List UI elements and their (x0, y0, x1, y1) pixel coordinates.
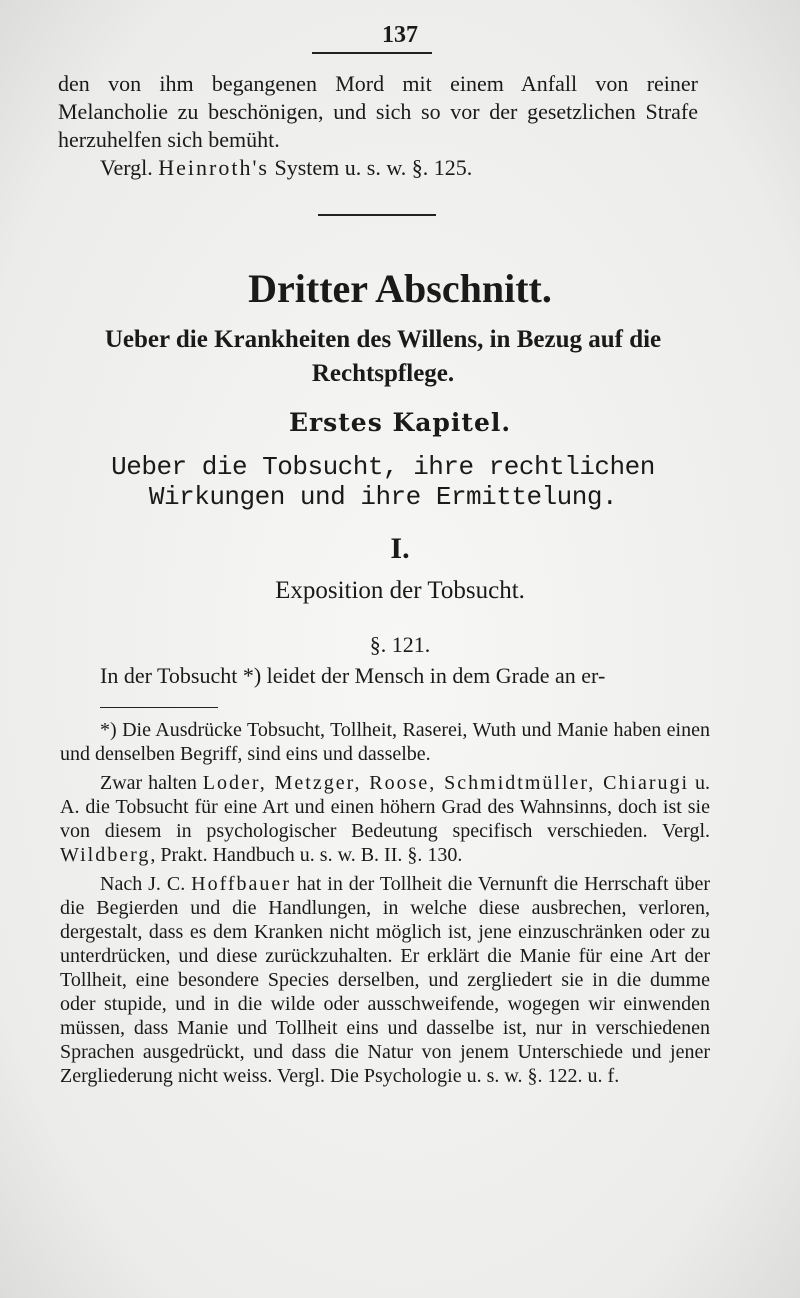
reference-suffix: System u. s. w. §. 125. (269, 155, 473, 180)
continuation-paragraph (58, 70, 698, 182)
footnote-cited-name: Wildberg (60, 844, 151, 866)
header-rule (312, 52, 432, 54)
footnote-text: u. A. die Tobsucht für eine Art und einen höhern Grad des Wahnsinns, doch ist sie von diesem in psychologischer Bedeutung specifisch verschieden. Vergl. (60, 772, 710, 842)
paragraph-text: In der Tobsucht *) leidet der Mensch in dem Grade an er- (100, 663, 606, 688)
section-divider (318, 214, 436, 216)
footnote-text: Nach J. C. (100, 873, 192, 895)
paragraph-number: §. 121. (369, 632, 431, 657)
footnote-cited-name: Hoffbauer (191, 873, 291, 895)
footnote-paragraph-3 (60, 872, 710, 1088)
section-heading: Dritter Abschnitt. (248, 266, 552, 311)
footnote-paragraph-2 (60, 771, 710, 867)
chapter-title: Ueber die Tobsucht, ihre rechtlichen Wirkungen und ihre Ermittelung. (111, 452, 655, 512)
footnotes (60, 718, 710, 1088)
section-subtitle: Ueber die Krankheiten des Willens, in Bezug auf die Rechtspflege. (104, 326, 662, 387)
part-title: Exposition der Tobsucht. (275, 577, 525, 604)
chapter-label: Erstes Kapitel. (288, 408, 512, 437)
footnote-cited-names: Loder, Metzger, Roose, Schmidtmüller, Chiarugi (202, 772, 690, 794)
reference-prefix: Vergl. (100, 155, 159, 180)
footnote-text: , Prakt. Handbuch u. s. w. B. II. §. 130. (150, 844, 463, 866)
footnote-paragraph-1: *) Die Ausdrücke Tobsucht, Tollheit, Raserei, Wuth und Manie haben einen und denselben Begriff, sind eins und dasselbe. (60, 719, 710, 765)
footnote-rule (100, 707, 218, 708)
reference-author: Heinroth's (158, 155, 269, 180)
footnote-text: Zwar halten (100, 772, 203, 794)
continuation-reference (58, 154, 698, 182)
page-number: 137 (382, 22, 418, 48)
part-numeral: I. (390, 532, 410, 565)
continuation-text: den von ihm begangenen Mord mit einem Anfall von reiner Melancholie zu beschönigen, und sich so vor der gesetzlichen Strafe herzuhelfen sich bemüht. (58, 71, 698, 152)
footnote-text: hat in der Tollheit die Vernunft die Herrschaft über die Begierden und die Handlungen, in welche diese ausbrechen, verloren, dergestalt, dass es dem Kranken nicht möglich ist, jene einzuschränken oder zu unterdrücken, und diese zurückzuhalten. Er erklärt die Manie für eine Art der Tollheit, eine besondere Species derselben, und zergliedert sie in die dumme oder stupide, und in die wilde oder ausschweifende, wogegen wir einwenden müssen, dass Manie und Tollheit eins und dasselbe ist, nur in verschiedenen Sprachen ausgedrückt, und dass die Natur von jenem Unterschiede und jener Zergliederung nicht weiss. Vergl. Die Psychologie u. s. w. §. 122. u. f. (60, 873, 710, 1087)
